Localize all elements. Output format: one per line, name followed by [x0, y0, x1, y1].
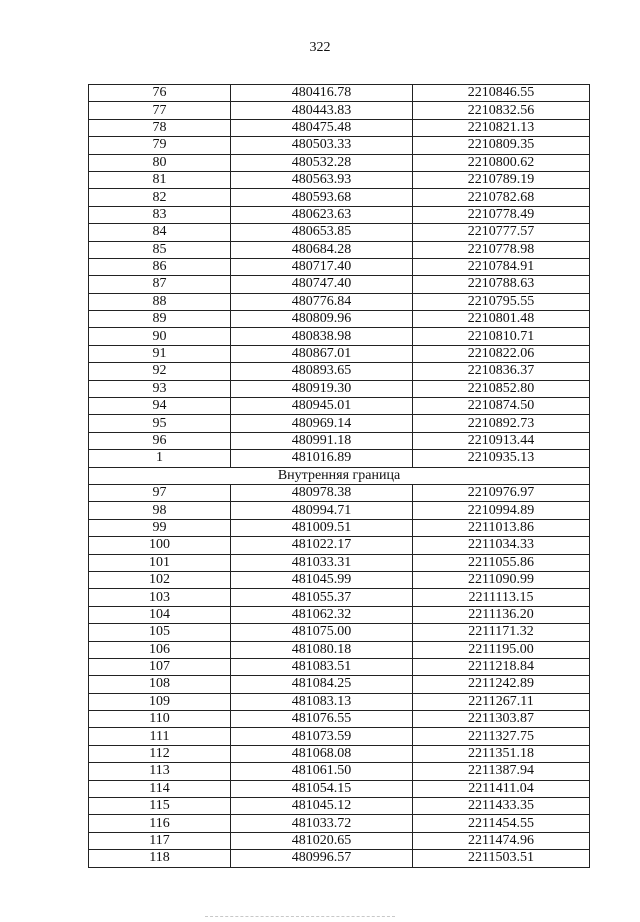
point-number-cell: 103 — [89, 589, 231, 606]
x-coordinate-cell: 480867.01 — [231, 345, 413, 362]
point-number-cell: 112 — [89, 745, 231, 762]
x-coordinate-cell: 480443.83 — [231, 102, 413, 119]
table-row — [89, 554, 590, 571]
x-coordinate-cell: 480919.30 — [231, 380, 413, 397]
y-coordinate-cell: 2211218.84 — [413, 658, 590, 675]
point-number-cell: 117 — [89, 832, 231, 849]
x-coordinate-cell: 480684.28 — [231, 241, 413, 258]
x-coordinate-cell: 480978.38 — [231, 484, 413, 501]
y-coordinate-cell: 2210778.49 — [413, 206, 590, 223]
y-coordinate-cell: 2211474.96 — [413, 832, 590, 849]
x-coordinate-cell: 480416.78 — [231, 85, 413, 102]
table-row — [89, 450, 590, 467]
section-title-inner-boundary: Внутренняя граница — [89, 467, 590, 484]
table-row — [89, 154, 590, 171]
point-number-cell: 1 — [89, 450, 231, 467]
point-number-cell: 93 — [89, 380, 231, 397]
x-coordinate-cell: 481062.32 — [231, 606, 413, 623]
y-coordinate-cell: 2210795.55 — [413, 293, 590, 310]
table-row — [89, 398, 590, 415]
point-number-cell: 87 — [89, 276, 231, 293]
point-number-cell: 89 — [89, 311, 231, 328]
y-coordinate-cell: 2210809.35 — [413, 137, 590, 154]
table-row — [89, 537, 590, 554]
y-coordinate-cell: 2210777.57 — [413, 224, 590, 241]
point-number-cell: 85 — [89, 241, 231, 258]
y-coordinate-cell: 2210913.44 — [413, 432, 590, 449]
y-coordinate-cell: 2211113.15 — [413, 589, 590, 606]
point-number-cell: 111 — [89, 728, 231, 745]
y-coordinate-cell: 2210789.19 — [413, 171, 590, 188]
table-row — [89, 693, 590, 710]
x-coordinate-cell: 481016.89 — [231, 450, 413, 467]
table-row — [89, 345, 590, 362]
table-row — [89, 676, 590, 693]
point-number-cell: 109 — [89, 693, 231, 710]
y-coordinate-cell: 2211503.51 — [413, 850, 590, 867]
table-row — [89, 641, 590, 658]
x-coordinate-cell: 481033.72 — [231, 815, 413, 832]
x-coordinate-cell: 480623.63 — [231, 206, 413, 223]
y-coordinate-cell: 2211013.86 — [413, 519, 590, 536]
point-number-cell: 110 — [89, 711, 231, 728]
x-coordinate-cell: 481083.51 — [231, 658, 413, 675]
y-coordinate-cell: 2211411.04 — [413, 780, 590, 797]
point-number-cell: 81 — [89, 171, 231, 188]
table-row — [89, 293, 590, 310]
table-row — [89, 189, 590, 206]
y-coordinate-cell: 2210778.98 — [413, 241, 590, 258]
table-row — [89, 380, 590, 397]
point-number-cell: 79 — [89, 137, 231, 154]
x-coordinate-cell: 480717.40 — [231, 258, 413, 275]
x-coordinate-cell: 481045.99 — [231, 571, 413, 588]
x-coordinate-cell: 481073.59 — [231, 728, 413, 745]
x-coordinate-cell: 481083.13 — [231, 693, 413, 710]
coordinates-table-body — [89, 85, 590, 868]
point-number-cell: 98 — [89, 502, 231, 519]
table-row — [89, 432, 590, 449]
point-number-cell: 116 — [89, 815, 231, 832]
x-coordinate-cell: 480593.68 — [231, 189, 413, 206]
table-row — [89, 206, 590, 223]
y-coordinate-cell: 2211242.89 — [413, 676, 590, 693]
table-row — [89, 624, 590, 641]
point-number-cell: 90 — [89, 328, 231, 345]
y-coordinate-cell: 2211351.18 — [413, 745, 590, 762]
y-coordinate-cell: 2211171.32 — [413, 624, 590, 641]
table-row — [89, 763, 590, 780]
y-coordinate-cell: 2211303.87 — [413, 711, 590, 728]
x-coordinate-cell: 481022.17 — [231, 537, 413, 554]
point-number-cell: 83 — [89, 206, 231, 223]
y-coordinate-cell: 2211454.55 — [413, 815, 590, 832]
x-coordinate-cell: 481045.12 — [231, 798, 413, 815]
point-number-cell: 118 — [89, 850, 231, 867]
y-coordinate-cell: 2210846.55 — [413, 85, 590, 102]
table-row — [89, 258, 590, 275]
table-row — [89, 815, 590, 832]
x-coordinate-cell: 480969.14 — [231, 415, 413, 432]
y-coordinate-cell: 2210782.68 — [413, 189, 590, 206]
x-coordinate-cell: 481068.08 — [231, 745, 413, 762]
y-coordinate-cell: 2211090.99 — [413, 571, 590, 588]
y-coordinate-cell: 2211387.94 — [413, 763, 590, 780]
x-coordinate-cell: 480776.84 — [231, 293, 413, 310]
x-coordinate-cell: 481084.25 — [231, 676, 413, 693]
x-coordinate-cell: 481055.37 — [231, 589, 413, 606]
x-coordinate-cell: 480653.85 — [231, 224, 413, 241]
x-coordinate-cell: 481020.65 — [231, 832, 413, 849]
y-coordinate-cell: 2210836.37 — [413, 363, 590, 380]
point-number-cell: 99 — [89, 519, 231, 536]
table-row — [89, 102, 590, 119]
point-number-cell: 92 — [89, 363, 231, 380]
x-coordinate-cell: 480838.98 — [231, 328, 413, 345]
y-coordinate-cell: 2210874.50 — [413, 398, 590, 415]
table-row — [89, 502, 590, 519]
y-coordinate-cell: 2210935.13 — [413, 450, 590, 467]
scan-artifact-line — [205, 916, 395, 918]
table-row — [89, 832, 590, 849]
y-coordinate-cell: 2211433.35 — [413, 798, 590, 815]
x-coordinate-cell: 481061.50 — [231, 763, 413, 780]
point-number-cell: 86 — [89, 258, 231, 275]
y-coordinate-cell: 2210784.91 — [413, 258, 590, 275]
point-number-cell: 94 — [89, 398, 231, 415]
point-number-cell: 91 — [89, 345, 231, 362]
point-number-cell: 115 — [89, 798, 231, 815]
table-row — [89, 780, 590, 797]
point-number-cell: 100 — [89, 537, 231, 554]
point-number-cell: 104 — [89, 606, 231, 623]
point-number-cell: 101 — [89, 554, 231, 571]
point-number-cell: 113 — [89, 763, 231, 780]
table-row — [89, 85, 590, 102]
coordinates-table — [88, 84, 590, 868]
point-number-cell: 76 — [89, 85, 231, 102]
y-coordinate-cell: 2210810.71 — [413, 328, 590, 345]
table-row — [89, 589, 590, 606]
y-coordinate-cell: 2211195.00 — [413, 641, 590, 658]
y-coordinate-cell: 2210994.89 — [413, 502, 590, 519]
x-coordinate-cell: 480503.33 — [231, 137, 413, 154]
point-number-cell: 88 — [89, 293, 231, 310]
point-number-cell: 96 — [89, 432, 231, 449]
y-coordinate-cell: 2210892.73 — [413, 415, 590, 432]
x-coordinate-cell: 480893.65 — [231, 363, 413, 380]
table-row — [89, 224, 590, 241]
table-row — [89, 728, 590, 745]
table-row — [89, 571, 590, 588]
point-number-cell: 107 — [89, 658, 231, 675]
x-coordinate-cell: 480991.18 — [231, 432, 413, 449]
x-coordinate-cell: 480563.93 — [231, 171, 413, 188]
x-coordinate-cell: 481054.15 — [231, 780, 413, 797]
x-coordinate-cell: 481075.00 — [231, 624, 413, 641]
table-row — [89, 171, 590, 188]
point-number-cell: 106 — [89, 641, 231, 658]
point-number-cell: 84 — [89, 224, 231, 241]
x-coordinate-cell: 481009.51 — [231, 519, 413, 536]
table-row — [89, 711, 590, 728]
table-row — [89, 658, 590, 675]
table-row — [89, 745, 590, 762]
point-number-cell: 108 — [89, 676, 231, 693]
y-coordinate-cell: 2211327.75 — [413, 728, 590, 745]
x-coordinate-cell: 481076.55 — [231, 711, 413, 728]
x-coordinate-cell: 481033.31 — [231, 554, 413, 571]
y-coordinate-cell: 2211136.20 — [413, 606, 590, 623]
table-row — [89, 415, 590, 432]
table-row — [89, 119, 590, 136]
x-coordinate-cell: 480809.96 — [231, 311, 413, 328]
table-row — [89, 850, 590, 867]
table-row — [89, 606, 590, 623]
table-row — [89, 276, 590, 293]
table-row — [89, 519, 590, 536]
y-coordinate-cell: 2210976.97 — [413, 484, 590, 501]
x-coordinate-cell: 481080.18 — [231, 641, 413, 658]
x-coordinate-cell: 480747.40 — [231, 276, 413, 293]
x-coordinate-cell: 480994.71 — [231, 502, 413, 519]
point-number-cell: 114 — [89, 780, 231, 797]
point-number-cell: 95 — [89, 415, 231, 432]
point-number-cell: 82 — [89, 189, 231, 206]
x-coordinate-cell: 480996.57 — [231, 850, 413, 867]
point-number-cell: 105 — [89, 624, 231, 641]
page-number: 322 — [309, 40, 331, 55]
table-row — [89, 137, 590, 154]
y-coordinate-cell: 2210801.48 — [413, 311, 590, 328]
point-number-cell: 78 — [89, 119, 231, 136]
point-number-cell: 97 — [89, 484, 231, 501]
point-number-cell: 102 — [89, 571, 231, 588]
point-number-cell: 80 — [89, 154, 231, 171]
table-row — [89, 484, 590, 501]
y-coordinate-cell: 2210822.06 — [413, 345, 590, 362]
table-row — [89, 328, 590, 345]
y-coordinate-cell: 2211055.86 — [413, 554, 590, 571]
y-coordinate-cell: 2210832.56 — [413, 102, 590, 119]
x-coordinate-cell: 480475.48 — [231, 119, 413, 136]
table-row — [89, 798, 590, 815]
x-coordinate-cell: 480945.01 — [231, 398, 413, 415]
table-row — [89, 311, 590, 328]
section-row-inner-boundary — [89, 467, 590, 484]
table-row — [89, 241, 590, 258]
y-coordinate-cell: 2211267.11 — [413, 693, 590, 710]
x-coordinate-cell: 480532.28 — [231, 154, 413, 171]
table-row — [89, 363, 590, 380]
point-number-cell: 77 — [89, 102, 231, 119]
y-coordinate-cell: 2211034.33 — [413, 537, 590, 554]
y-coordinate-cell: 2210800.62 — [413, 154, 590, 171]
y-coordinate-cell: 2210788.63 — [413, 276, 590, 293]
y-coordinate-cell: 2210852.80 — [413, 380, 590, 397]
y-coordinate-cell: 2210821.13 — [413, 119, 590, 136]
